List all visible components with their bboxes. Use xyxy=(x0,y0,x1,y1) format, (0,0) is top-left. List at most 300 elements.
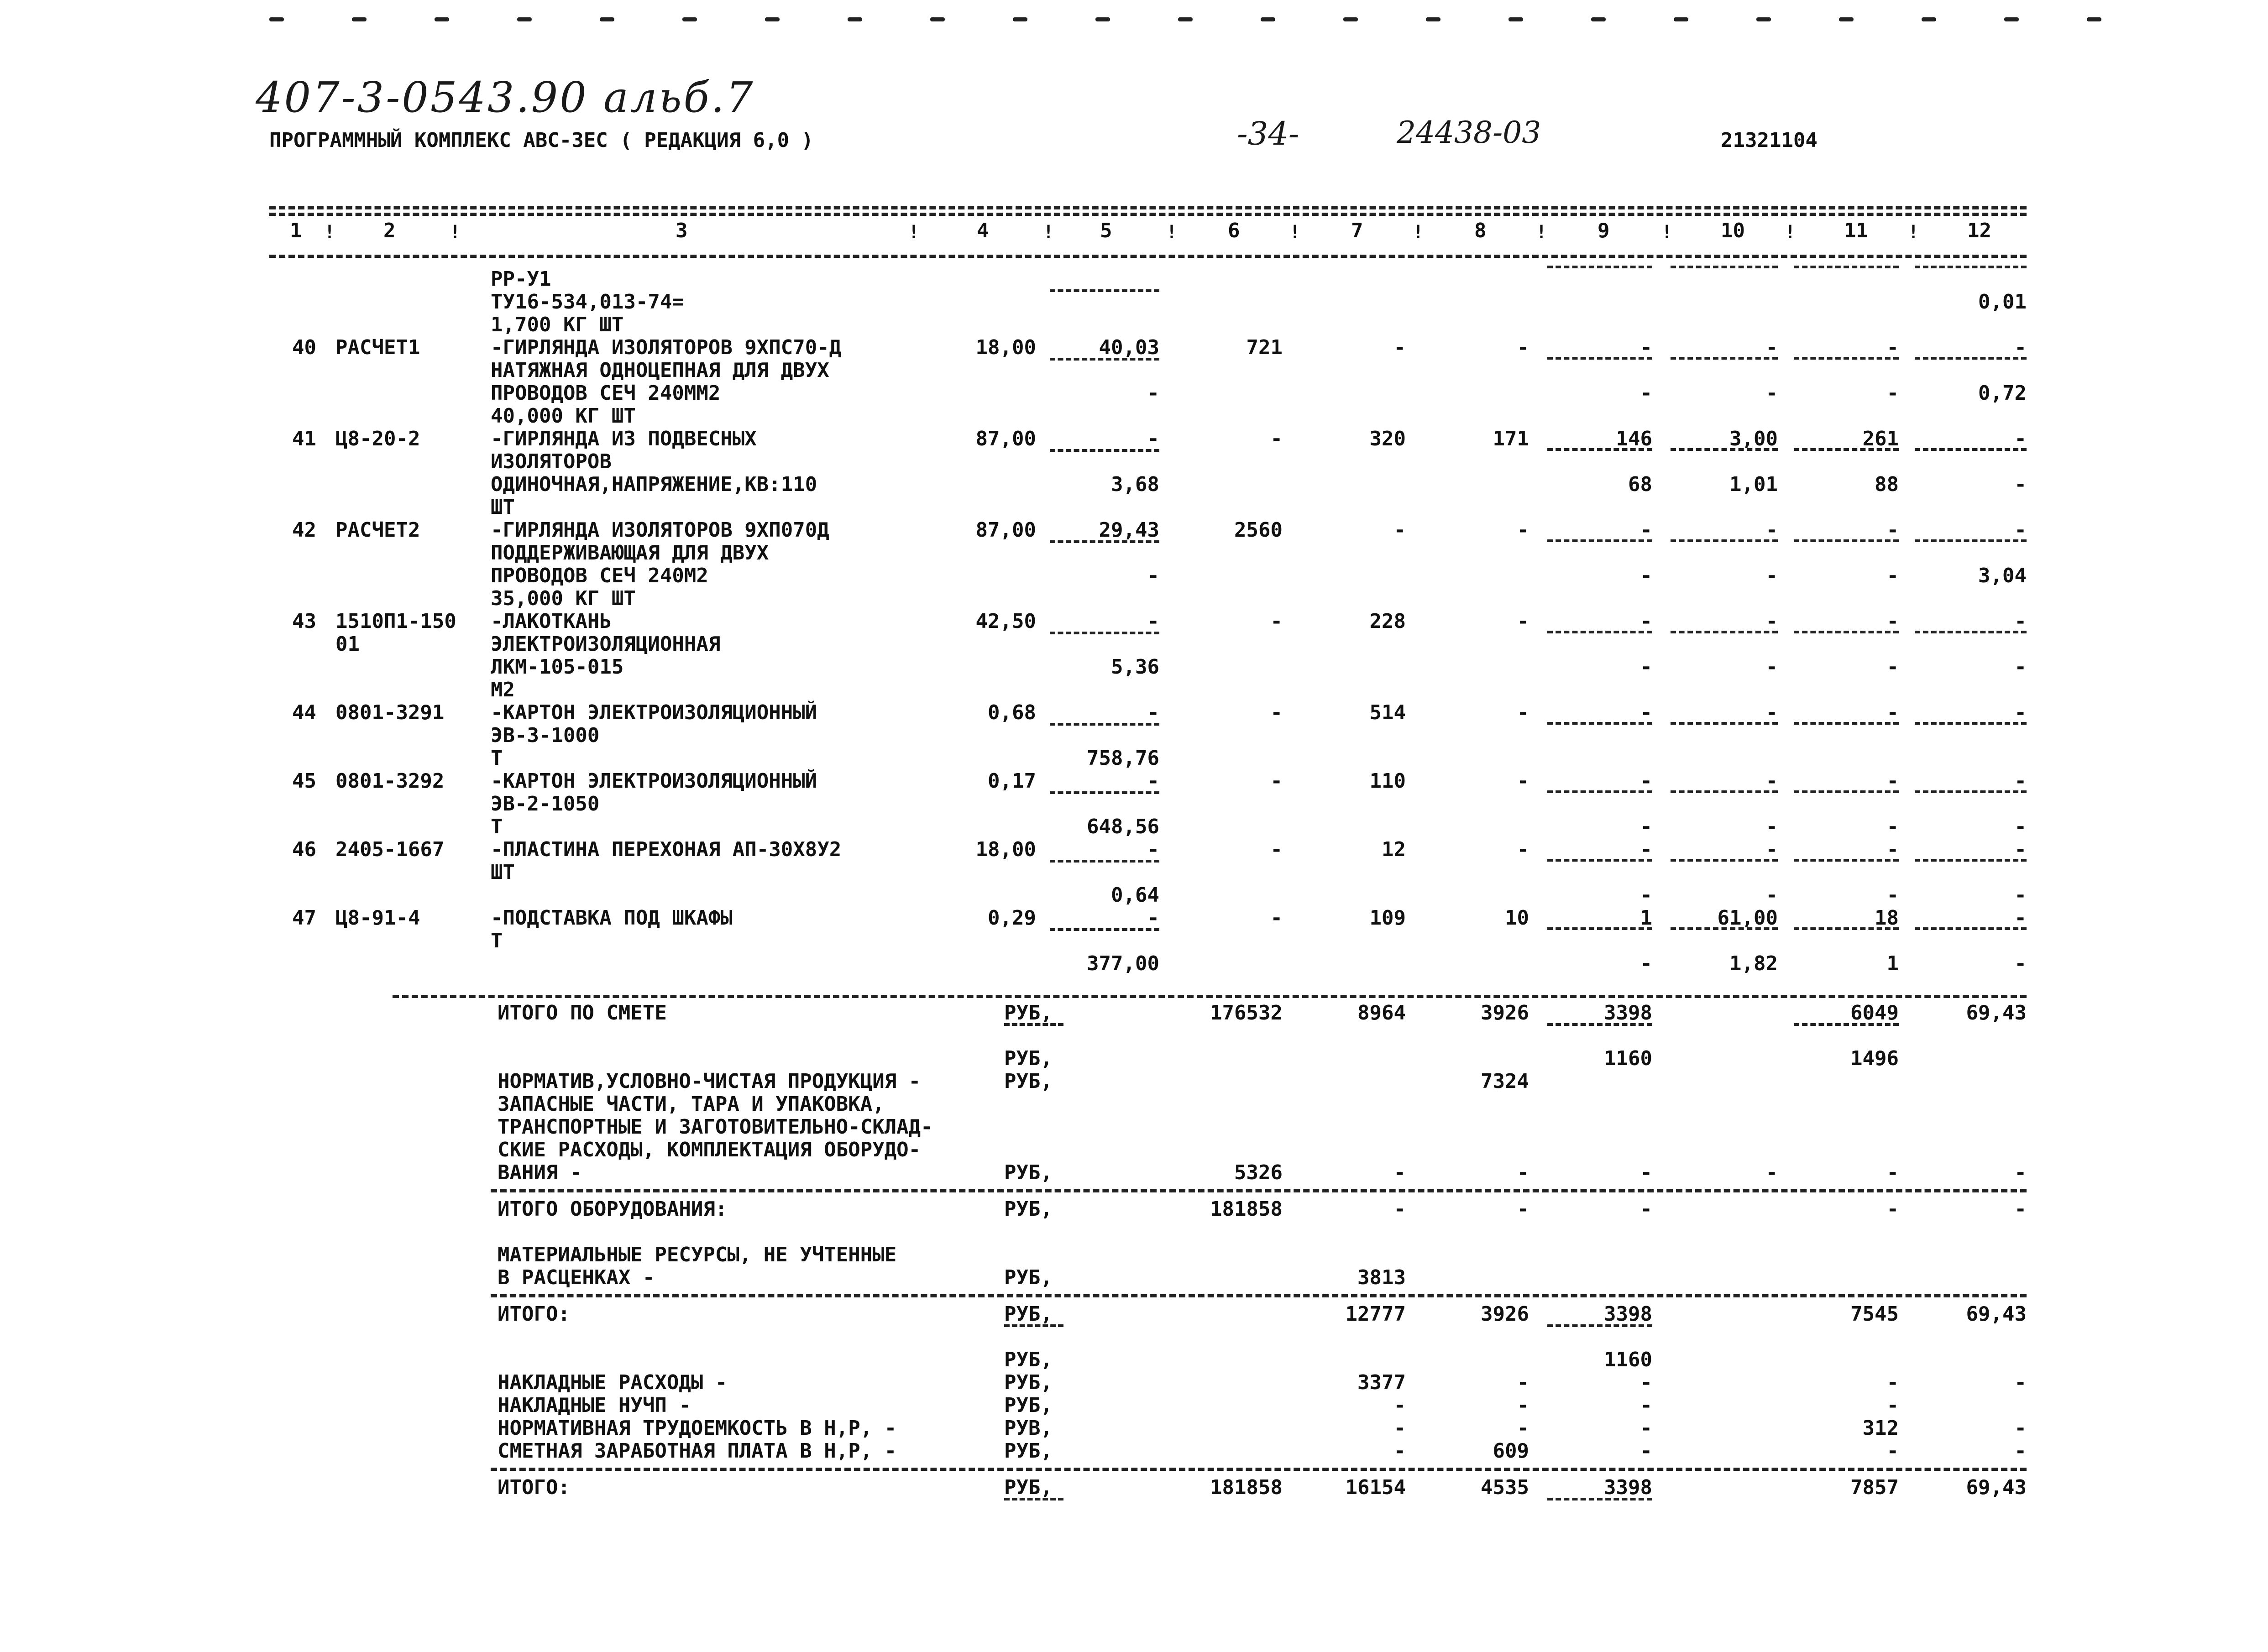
handwritten-number: 24438-03 xyxy=(1397,115,1541,150)
column-number-3: 3 xyxy=(676,219,688,242)
row-description-line: -КАРТОН ЭЛЕКТРОИЗОЛЯЦИОННЫЙ xyxy=(491,701,817,724)
col-9-value-2: - xyxy=(1640,382,1652,405)
col-9-value: - xyxy=(1640,701,1652,724)
col-5-value-2: 758,76 xyxy=(1087,747,1159,770)
col-11-value: 261 xyxy=(1862,427,1899,450)
col-11-value: - xyxy=(1886,1394,1899,1417)
col-11-value-2: 88 xyxy=(1875,473,1899,496)
total-smeta-label: ИТОГО ПО СМЕТЕ xyxy=(498,1001,667,1025)
col-10-value: - xyxy=(1765,518,1778,542)
col-7-value: - xyxy=(1393,1439,1406,1463)
edge-mark xyxy=(435,17,449,21)
materials-label-line: В РАСЦЕНКАХ - xyxy=(498,1266,655,1289)
norm-label-line: ТРАНСПОРТНЫЕ И ЗАГОТОВИТЕЛЬНО-СКЛАД- xyxy=(498,1115,933,1139)
row-number: 40 xyxy=(292,336,316,359)
overhead-label: НАКЛАДНЫЕ НУЧП - xyxy=(498,1394,691,1417)
column-number-1: 1 xyxy=(290,219,302,242)
col-7-value: 514 xyxy=(1369,701,1406,724)
unit: РУБ, xyxy=(1004,1476,1053,1499)
row-number: 45 xyxy=(292,769,316,793)
col-8-value: 4535 xyxy=(1481,1476,1529,1499)
column-separator: ! xyxy=(1785,222,1796,243)
column-separator: ! xyxy=(1661,222,1673,243)
row-description-line: Т xyxy=(491,747,503,770)
col-11-value: 18 xyxy=(1875,906,1899,930)
col-6-value: 181858 xyxy=(1210,1197,1283,1221)
col-12-value: - xyxy=(2014,427,2027,450)
col-11-value: - xyxy=(1886,701,1899,724)
norm-label-line: ЗАПАСНЫЕ ЧАСТИ, ТАРА И УПАКОВКА, xyxy=(498,1093,885,1116)
unit: РУБ, xyxy=(1004,1001,1053,1025)
col-5-value-2: 0,64 xyxy=(1111,884,1159,907)
col-7-value: - xyxy=(1393,518,1406,542)
cell-underline xyxy=(1547,1324,1652,1327)
column-number-11: 11 xyxy=(1844,219,1868,242)
col-6-value: 176532 xyxy=(1210,1001,1283,1025)
row-description-line: 1,700 КГ ШТ xyxy=(491,313,624,336)
cell-underline xyxy=(1915,859,2027,862)
col-9-value: - xyxy=(1640,1161,1652,1184)
col-6-value: - xyxy=(1270,769,1283,793)
unit: РУВ, xyxy=(1004,1417,1053,1440)
col-6-value: - xyxy=(1270,427,1283,450)
col-4-value: 87,00 xyxy=(975,427,1036,450)
col-7-value: 109 xyxy=(1369,906,1406,930)
row-description-line: ИЗОЛЯТОРОВ xyxy=(491,450,612,473)
cell-underline xyxy=(1915,790,2027,793)
col-5-value-2: 377,00 xyxy=(1087,952,1159,975)
row-code-cont: 01 xyxy=(335,633,360,656)
col-9-value-2: - xyxy=(1640,564,1652,587)
row-description-line: -ЛАКОТКАНЬ xyxy=(491,610,612,633)
edge-mark xyxy=(765,17,780,21)
col-9-value: - xyxy=(1640,1417,1652,1440)
col-5-value: 29,43 xyxy=(1099,518,1159,542)
handwritten-page-number: -34- xyxy=(1237,115,1299,152)
row-code: 1510П1-150 xyxy=(335,610,456,633)
unit: РУБ, xyxy=(1004,1047,1053,1070)
col-12-value: - xyxy=(2014,1417,2027,1440)
unit: РУБ, xyxy=(1004,1439,1053,1463)
col-9-value-2: - xyxy=(1640,655,1652,679)
col-7-value: 3813 xyxy=(1357,1266,1406,1289)
col-7-value: 228 xyxy=(1369,610,1406,633)
col-10-value-2: - xyxy=(1765,815,1778,838)
total-equipment-label: ИТОГО ОБОРУДОВАНИЯ: xyxy=(498,1197,728,1221)
col-9-value-2: 68 xyxy=(1628,473,1652,496)
row-description-line: ПРОВОДОВ СЕЧ 240М2 xyxy=(491,564,708,587)
handwritten-doc-code: 407-3-0543.90 альб.7 xyxy=(256,73,755,122)
edge-mark xyxy=(1756,17,1771,21)
col-10-value-2: - xyxy=(1765,382,1778,405)
col-11-value-2: - xyxy=(1886,884,1899,907)
col-7-value: - xyxy=(1393,1394,1406,1417)
col-4-value: 42,50 xyxy=(975,610,1036,633)
col-8-value: - xyxy=(1517,1161,1529,1184)
equip-rule xyxy=(491,1189,2027,1192)
col-6-value: 721 xyxy=(1246,336,1283,359)
col-8-value: - xyxy=(1517,1197,1529,1221)
col-12-value-2: - xyxy=(2014,655,2027,679)
materials-label-line: МАТЕРИАЛЬНЫЕ РЕСУРСЫ, НЕ УЧТЕННЫЕ xyxy=(498,1243,897,1266)
col-11-value: - xyxy=(1886,1161,1899,1184)
cell-underline xyxy=(1050,358,1159,361)
column-separator: ! xyxy=(1166,222,1178,243)
col-12-value-2: - xyxy=(2014,884,2027,907)
col-11-value: 312 xyxy=(1862,1417,1899,1440)
unit: РУБ, xyxy=(1004,1266,1053,1289)
col-9-value: - xyxy=(1640,610,1652,633)
row-description-line: ЛКМ-105-015 xyxy=(491,655,624,679)
unit: РУБ, xyxy=(1004,1348,1053,1371)
row-description-line: ТУ16-534,013-74= xyxy=(491,290,684,314)
col-9-value: 3398 xyxy=(1604,1001,1652,1025)
program-header: ПРОГРАММНЫЙ КОМПЛЕКС АВС-3ЕС ( РЕДАКЦИЯ 6,0 ) xyxy=(269,129,814,152)
col-12-value: - xyxy=(2014,1371,2027,1394)
row-description-line: 40,000 КГ ШТ xyxy=(491,404,636,428)
col-7-value: - xyxy=(1393,1197,1406,1221)
row-description-line: -КАРТОН ЭЛЕКТРОИЗОЛЯЦИОННЫЙ xyxy=(491,769,817,793)
col-8-value: 3926 xyxy=(1481,1001,1529,1025)
cell-underline xyxy=(1050,860,1159,863)
cell-underline xyxy=(1915,266,2027,268)
edge-mark xyxy=(600,17,614,21)
row-description-line: ЭВ-2-1050 xyxy=(491,792,600,816)
col-12-value: - xyxy=(2014,1161,2027,1184)
col-9-value-2: - xyxy=(1640,815,1652,838)
edge-mark xyxy=(1178,17,1193,21)
col-9-value: 1 xyxy=(1640,906,1652,930)
cell-underline xyxy=(1050,540,1159,543)
col-8-value: 7324 xyxy=(1481,1070,1529,1093)
cell-underline xyxy=(1050,791,1159,794)
col-10-value-2: 1,82 xyxy=(1729,952,1778,975)
unit: РУБ, xyxy=(1004,1302,1053,1326)
col-10-value: 3,00 xyxy=(1729,427,1778,450)
column-number-10: 10 xyxy=(1721,219,1745,242)
col-11-value: - xyxy=(1886,838,1899,861)
col-12-value: - xyxy=(2014,1197,2027,1221)
col-9-value: - xyxy=(1640,518,1652,542)
column-number-5: 5 xyxy=(1100,219,1112,242)
row-number: 42 xyxy=(292,518,316,542)
col-7-value: - xyxy=(1393,336,1406,359)
cell-underline xyxy=(1004,1023,1063,1026)
col-11-value: - xyxy=(1886,518,1899,542)
row-code: Ц8-91-4 xyxy=(335,906,420,930)
col-6-value: - xyxy=(1270,838,1283,861)
column-number-4: 4 xyxy=(977,219,989,242)
col-12-value: - xyxy=(2014,1439,2027,1463)
col-9-value: 146 xyxy=(1616,427,1652,450)
row-number: 43 xyxy=(292,610,316,633)
cell-underline xyxy=(1547,1498,1652,1500)
col-8-value: - xyxy=(1517,610,1529,633)
col-11-value: - xyxy=(1886,1371,1899,1394)
column-number-12: 12 xyxy=(1967,219,1991,242)
row-description-line: ПРОВОДОВ СЕЧ 240ММ2 xyxy=(491,382,721,405)
table-top-rule-2 xyxy=(269,213,2027,216)
row-description-line: 35,000 КГ ШТ xyxy=(491,587,636,610)
col-4-value: 18,00 xyxy=(975,838,1036,861)
table-top-rule xyxy=(269,206,2027,209)
cell-underline xyxy=(1004,1498,1063,1500)
unit: РУБ, xyxy=(1004,1070,1053,1093)
cell-underline xyxy=(1915,539,2027,542)
column-number-8: 8 xyxy=(1474,219,1487,242)
cell-underline xyxy=(1915,722,2027,725)
col-8-value: 609 xyxy=(1493,1439,1529,1463)
edge-mark xyxy=(1261,17,1275,21)
col-10-value-2: - xyxy=(1765,564,1778,587)
row-description-line: ПОДДЕРЖИВАЮЩАЯ ДЛЯ ДВУХ xyxy=(491,541,769,565)
col-8-value: - xyxy=(1517,1371,1529,1394)
cell-underline xyxy=(1794,266,1899,268)
col-4-value: 18,00 xyxy=(975,336,1036,359)
edge-mark xyxy=(2004,17,2019,21)
cell-underline xyxy=(1050,928,1159,931)
cell-underline xyxy=(1915,357,2027,360)
itogo1-rule xyxy=(491,1294,2027,1297)
row-description-line: ШТ xyxy=(491,861,515,884)
col-11-value: - xyxy=(1886,610,1899,633)
column-header-rule xyxy=(269,255,2027,258)
col-8-value: 10 xyxy=(1505,906,1529,930)
column-separator: ! xyxy=(1536,222,1547,243)
row-description-line: Т xyxy=(491,929,503,952)
col-8-value: - xyxy=(1517,701,1529,724)
col-7-value: 8964 xyxy=(1357,1001,1406,1025)
col-11-value: - xyxy=(1886,1197,1899,1221)
edge-mark xyxy=(1343,17,1358,21)
col-12-value-2: 3,04 xyxy=(1978,564,2027,587)
row-description-line: М2 xyxy=(491,678,515,701)
cell-underline xyxy=(1004,1324,1063,1327)
unit: РУБ, xyxy=(1004,1394,1053,1417)
col-8-value: 171 xyxy=(1493,427,1529,450)
column-separator: ! xyxy=(1908,222,1919,243)
row-description-line: ШТ xyxy=(491,496,515,519)
col-5-value-2: 648,56 xyxy=(1087,815,1159,838)
col-12-value-2: 0,72 xyxy=(1978,382,2027,405)
edge-mark xyxy=(1509,17,1523,21)
col-9-value-2: - xyxy=(1640,952,1652,975)
overhead-label: СМЕТНАЯ ЗАРАБОТНАЯ ПЛАТА В Н,Р, - xyxy=(498,1439,897,1463)
row-description-line: -ПЛАСТИНА ПЕРЕХОНАЯ АП-30Х8У2 xyxy=(491,838,842,861)
col-11-value-2: 1496 xyxy=(1850,1047,1899,1070)
col-10-value-2: - xyxy=(1765,884,1778,907)
col-12-value: - xyxy=(2014,518,2027,542)
col-11-value: - xyxy=(1886,769,1899,793)
row-description-line: РР-У1 xyxy=(491,267,551,291)
column-separator: ! xyxy=(1413,222,1424,243)
unit: РУБ, xyxy=(1004,1197,1053,1221)
col-11-value: - xyxy=(1886,1439,1899,1463)
row-description-line: -ГИРЛЯНДА ИЗОЛЯТОРОВ 9ХП070Д xyxy=(491,518,829,542)
column-number-9: 9 xyxy=(1598,219,1610,242)
edge-mark xyxy=(269,17,284,21)
column-separator: ! xyxy=(324,222,335,243)
col-11-value-2: - xyxy=(1886,655,1899,679)
row-number: 46 xyxy=(292,838,316,861)
col-10-value: - xyxy=(1765,610,1778,633)
col-12-value: 69,43 xyxy=(1966,1302,2027,1326)
col-4-value: 0,29 xyxy=(988,906,1036,930)
edge-mark xyxy=(1922,17,1936,21)
edge-mark xyxy=(930,17,945,21)
col-5-value: - xyxy=(1147,610,1159,633)
col-7-value: 12 xyxy=(1382,838,1406,861)
edge-mark xyxy=(1674,17,1688,21)
row-number: 41 xyxy=(292,427,316,450)
col-4-value: 0,17 xyxy=(988,769,1036,793)
col-9-value: - xyxy=(1640,1197,1652,1221)
column-separator: ! xyxy=(1043,222,1054,243)
norm-label-line: НОРМАТИВ,УСЛОВНО-ЧИСТАЯ ПРОДУКЦИЯ - xyxy=(498,1070,921,1093)
column-separator: ! xyxy=(908,222,920,243)
row-description-line: ЭЛЕКТРОИЗОЛЯЦИОННАЯ xyxy=(491,633,721,656)
col-12-value: 69,43 xyxy=(1966,1001,2027,1025)
col-12-value: 69,43 xyxy=(1966,1476,2027,1499)
col-8-value: 3926 xyxy=(1481,1302,1529,1326)
col-8-value: - xyxy=(1517,518,1529,542)
col-6-value: - xyxy=(1270,701,1283,724)
edge-mark xyxy=(1591,17,1606,21)
col-11-value-2: - xyxy=(1886,382,1899,405)
col-5-value: 40,03 xyxy=(1099,336,1159,359)
row-code: Ц8-20-2 xyxy=(335,427,420,450)
col-12-value: 0,01 xyxy=(1978,290,2027,314)
col-10-value: - xyxy=(1765,769,1778,793)
col-12-value: - xyxy=(2014,906,2027,930)
col-8-value: - xyxy=(1517,1394,1529,1417)
column-number-6: 6 xyxy=(1228,219,1240,242)
col-11-value-2: - xyxy=(1886,564,1899,587)
col-8-value: - xyxy=(1517,838,1529,861)
col-10-value: - xyxy=(1765,838,1778,861)
edge-mark xyxy=(1839,17,1854,21)
col-5-value: - xyxy=(1147,769,1159,793)
cell-underline xyxy=(1915,631,2027,633)
edge-mark xyxy=(2087,17,2101,21)
unit: РУБ, xyxy=(1004,1161,1053,1184)
col-6-value: 2560 xyxy=(1234,518,1283,542)
col-5-value: - xyxy=(1147,427,1159,450)
cell-underline xyxy=(1050,449,1159,452)
column-separator: ! xyxy=(450,222,461,243)
col-10-value-2: - xyxy=(1765,655,1778,679)
col-5-value-2: - xyxy=(1147,382,1159,405)
edge-mark xyxy=(517,17,532,21)
edge-mark xyxy=(352,17,367,21)
totals-top-rule xyxy=(393,995,2027,998)
row-number: 44 xyxy=(292,701,316,724)
col-12-value-2: - xyxy=(2014,473,2027,496)
cell-underline xyxy=(1794,1023,1899,1026)
cell-underline xyxy=(1050,723,1159,726)
col-10-value: 61,00 xyxy=(1717,906,1778,930)
col-9-value: 3398 xyxy=(1604,1302,1652,1326)
col-7-value: 320 xyxy=(1369,427,1406,450)
col-11-value: 6049 xyxy=(1850,1001,1899,1025)
col-6-value: 5326 xyxy=(1234,1161,1283,1184)
row-code: РАСЧЕТ1 xyxy=(335,336,420,359)
col-8-value: - xyxy=(1517,769,1529,793)
col-12-value: - xyxy=(2014,701,2027,724)
col-5-value: - xyxy=(1147,701,1159,724)
row-number: 47 xyxy=(292,906,316,930)
col-8-value: - xyxy=(1517,1417,1529,1440)
row-description-line: НАТЯЖНАЯ ОДНОЦЕПНАЯ ДЛЯ ДВУХ xyxy=(491,359,829,382)
row-description-line: -ГИРЛЯНДА ИЗ ПОДВЕСНЫХ xyxy=(491,427,757,450)
row-description-line: ОДИНОЧНАЯ,НАПРЯЖЕНИЕ,КВ:110 xyxy=(491,473,817,496)
column-number-2: 2 xyxy=(383,219,396,242)
col-12-value-2: - xyxy=(2014,952,2027,975)
edge-mark xyxy=(682,17,697,21)
row-code: РАСЧЕТ2 xyxy=(335,518,420,542)
row-code: 0801-3292 xyxy=(335,769,445,793)
col-4-value: 0,68 xyxy=(988,701,1036,724)
col-7-value: - xyxy=(1393,1417,1406,1440)
itogo2-rule xyxy=(491,1468,2027,1471)
col-5-value: - xyxy=(1147,906,1159,930)
column-separator: ! xyxy=(1289,222,1301,243)
col-4-value: 87,00 xyxy=(975,518,1036,542)
col-9-value-2: 1160 xyxy=(1604,1047,1652,1070)
col-6-value: - xyxy=(1270,610,1283,633)
col-10-value: - xyxy=(1765,701,1778,724)
col-5-value-2: - xyxy=(1147,564,1159,587)
col-9-value: 3398 xyxy=(1604,1476,1652,1499)
col-10-value-2: 1,01 xyxy=(1729,473,1778,496)
cell-underline xyxy=(1547,1023,1652,1026)
column-number-7: 7 xyxy=(1351,219,1363,242)
col-7-value: - xyxy=(1393,1161,1406,1184)
col-12-value: - xyxy=(2014,610,2027,633)
row-description-line: Т xyxy=(491,815,503,838)
row-description-line: -ГИРЛЯНДА ИЗОЛЯТОРОВ 9ХПС70-Д xyxy=(491,336,842,359)
col-6-value: - xyxy=(1270,906,1283,930)
edge-mark xyxy=(848,17,862,21)
col-11-value: 7545 xyxy=(1850,1302,1899,1326)
col-12-value: - xyxy=(2014,769,2027,793)
cell-underline xyxy=(1050,289,1159,292)
col-9-value: - xyxy=(1640,336,1652,359)
unit: РУБ, xyxy=(1004,1371,1053,1394)
cell-underline xyxy=(1671,266,1778,268)
col-7-value: 16154 xyxy=(1345,1476,1406,1499)
col-7-value: 3377 xyxy=(1357,1371,1406,1394)
col-9-value-2: - xyxy=(1640,884,1652,907)
col-12-value: - xyxy=(2014,336,2027,359)
row-description-line: ЭВ-3-1000 xyxy=(491,724,600,747)
col-9-value: - xyxy=(1640,1439,1652,1463)
col-9-value: - xyxy=(1640,1371,1652,1394)
col-7-value: 110 xyxy=(1369,769,1406,793)
col-11-value-2: 1 xyxy=(1886,952,1899,975)
col-9-value-2: 1160 xyxy=(1604,1348,1652,1371)
edge-mark xyxy=(1426,17,1440,21)
col-11-value: - xyxy=(1886,336,1899,359)
cell-underline xyxy=(1050,632,1159,634)
col-8-value: - xyxy=(1517,336,1529,359)
cell-underline xyxy=(1547,266,1652,268)
document-id: 21321104 xyxy=(1721,129,1818,152)
col-9-value: - xyxy=(1640,769,1652,793)
row-code: 2405-1667 xyxy=(335,838,445,861)
overhead-label: НОРМАТИВНАЯ ТРУДОЕМКОСТЬ В Н,Р, - xyxy=(498,1417,897,1440)
col-6-value: 181858 xyxy=(1210,1476,1283,1499)
